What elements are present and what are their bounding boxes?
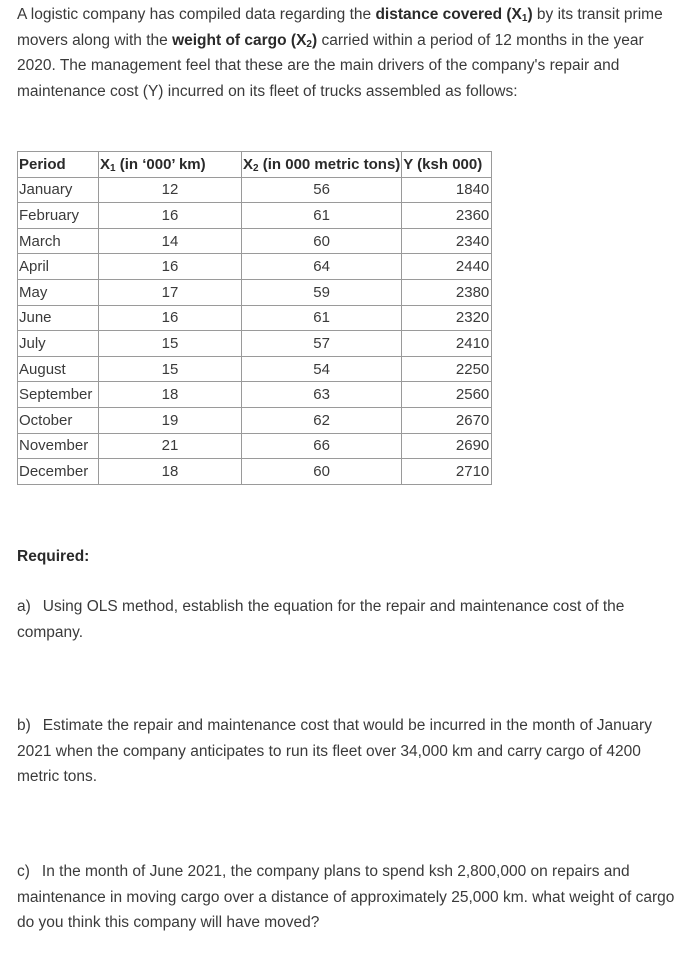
cell-x1: 15: [99, 356, 242, 382]
cell-y: 2690: [402, 433, 492, 459]
cell-y: 2340: [402, 228, 492, 254]
cell-x2: 66: [242, 433, 402, 459]
data-table: [17, 151, 492, 485]
cell-x2: 62: [242, 407, 402, 433]
intro-bold-weight: weight of cargo $(X_2)$: [172, 31, 318, 50]
cell-x1: 12: [99, 177, 242, 203]
intro-paragraph: [17, 2, 677, 104]
question-a-label: a): [17, 598, 31, 615]
cell-x2: 60: [242, 459, 402, 485]
cell-period: August: [18, 356, 99, 382]
cell-x2: 64: [242, 254, 402, 280]
cell-x1: 16: [99, 305, 242, 331]
cell-y: 2320: [402, 305, 492, 331]
cell-x2: 61: [242, 305, 402, 331]
table-row: [18, 433, 492, 459]
required-heading: Required:: [17, 548, 90, 565]
cell-period: September: [18, 382, 99, 408]
cell-x2: 60: [242, 228, 402, 254]
table-row: [18, 228, 492, 254]
table-row: [18, 254, 492, 280]
table-row: [18, 382, 492, 408]
cell-period: October: [18, 407, 99, 433]
cell-period: January: [18, 177, 99, 203]
table-row: [18, 203, 492, 229]
cell-period: May: [18, 279, 99, 305]
question-b-label: b): [17, 717, 31, 734]
cell-y: 2670: [402, 407, 492, 433]
intro-text-1: A logistic company has compiled data regarding the: [17, 6, 376, 23]
table-body: [18, 177, 492, 484]
table-row: [18, 331, 492, 357]
cell-period: December: [18, 459, 99, 485]
cell-x1: 16: [99, 203, 242, 229]
table-header-row: [18, 152, 492, 178]
question-a-text: Using OLS method, establish the equation for the repair and maintenance cost of the company.: [17, 598, 625, 641]
question-c: [17, 859, 677, 936]
cell-y: 2410: [402, 331, 492, 357]
cell-x2: 57: [242, 331, 402, 357]
cell-x1: 16: [99, 254, 242, 280]
cell-x1: 14: [99, 228, 242, 254]
cell-y: 2560: [402, 382, 492, 408]
cell-y: 2710: [402, 459, 492, 485]
header-x2: $X_2$ (in 000 metric tons): [242, 152, 402, 178]
question-b-text: Estimate the repair and maintenance cost that would be incurred in the month of January 2021 when the company anticipates to run its fleet over 34,000 km and carry cargo of 4200 metric tons.: [17, 717, 652, 786]
cell-period: November: [18, 433, 99, 459]
table-row: [18, 407, 492, 433]
cell-x2: 56: [242, 177, 402, 203]
cell-x1: 19: [99, 407, 242, 433]
table-row: [18, 177, 492, 203]
cell-x2: 63: [242, 382, 402, 408]
cell-y: 2440: [402, 254, 492, 280]
intro-text-3: carried within a period of 12 months in the year 2020. The management feel that these are the main drivers of the company's repair and maintenance cost (Y) incurred on its fleet of trucks assembled as follows:: [17, 31, 644, 100]
cell-x1: 18: [99, 382, 242, 408]
question-c-label: c): [17, 863, 30, 880]
question-b: [17, 713, 677, 790]
cell-period: July: [18, 331, 99, 357]
table-row: [18, 356, 492, 382]
intro-bold-distance: distance covered $(X_1)$: [375, 6, 533, 24]
cell-period: June: [18, 305, 99, 331]
header-x1: $X_1$ (in ‘000’ km): [99, 152, 242, 178]
question-a: [17, 594, 677, 645]
header-period: Period: [18, 152, 99, 178]
cell-x2: 59: [242, 279, 402, 305]
table-row: [18, 305, 492, 331]
cell-x1: 15: [99, 331, 242, 357]
cell-x1: 17: [99, 279, 242, 305]
cell-period: February: [18, 203, 99, 229]
question-c-text: In the month of June 2021, the company plans to spend ksh 2,800,000 on repairs and maintenance in moving cargo over a distance of approximately 25,000 km. what weight of cargo do you think this company will have moved?: [17, 863, 675, 932]
cell-y: 2250: [402, 356, 492, 382]
cell-y: 1840: [402, 177, 492, 203]
table-row: [18, 459, 492, 485]
cell-y: 2380: [402, 279, 492, 305]
cell-x1: 18: [99, 459, 242, 485]
cell-period: March: [18, 228, 99, 254]
cell-x2: 61: [242, 203, 402, 229]
intro-text-2: by its transit prime movers along with the: [17, 6, 663, 49]
table-row: [18, 279, 492, 305]
cell-y: 2360: [402, 203, 492, 229]
cell-x2: 54: [242, 356, 402, 382]
cell-period: April: [18, 254, 99, 280]
cell-x1: 21: [99, 433, 242, 459]
header-y: Y (ksh 000): [402, 152, 492, 178]
